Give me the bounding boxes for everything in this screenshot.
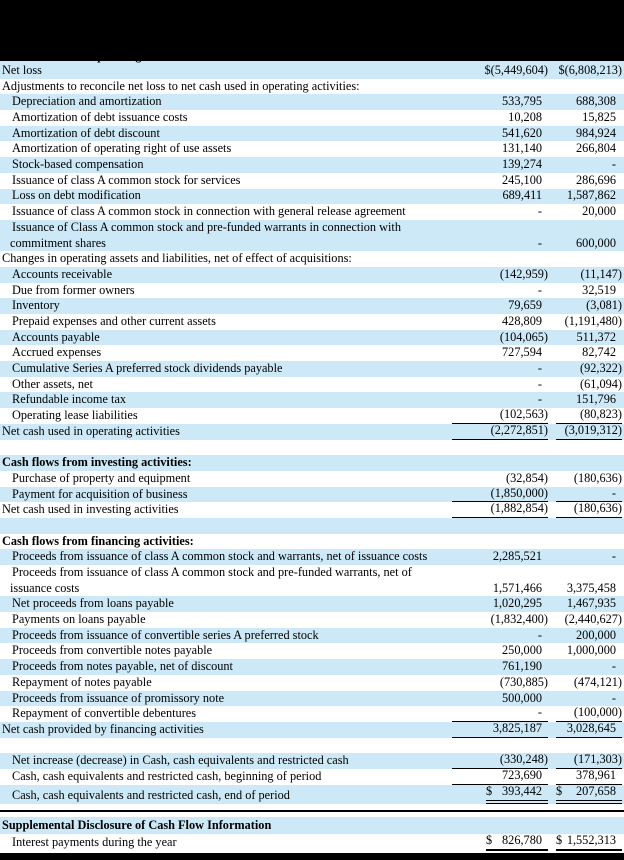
table-row [0,283,624,299]
table-row [0,110,624,126]
value-col1: (32,854) [505,470,548,485]
table-row [0,753,624,769]
row-label: Accrued expenses [12,345,102,360]
column-gap [548,817,556,834]
column-gap [548,753,556,769]
value-col1: - [537,235,542,250]
row-label [0,518,452,534]
value-col2: 266,804 [576,141,616,156]
value-col1: 761,190 [502,659,542,674]
value-col2: (61,094) [579,376,622,391]
table-row [0,424,624,440]
value-col2: 32,519 [582,282,616,297]
row-label: Accounts payable [12,329,100,344]
row-label: Interest payments during the year [12,835,177,850]
value-col1: - [537,392,542,407]
row-label: Cash, cash equivalents and restricted cash, end of period [12,787,290,802]
row-label: Amortization of debt discount [12,125,160,140]
value-col2: - [611,659,616,674]
value-col2: 984,924 [576,125,616,140]
column-gap [548,94,556,110]
table-row [0,502,624,518]
table-row [0,628,624,644]
value-col1: 10,208 [508,110,542,125]
currency-symbol: $ [556,783,563,798]
table-row [0,94,624,110]
row-label: Proceeds from issuance of class A common stock and warrants, net of issuance costs [12,549,428,564]
column-gap [548,534,556,550]
currency-symbol: $ [486,783,493,798]
spacer-row [0,804,624,810]
row-label: Due from former owners [12,282,135,297]
column-gap [548,424,556,440]
column-gap [548,722,556,738]
table-row [0,377,624,393]
value-col2: (474,121) [573,674,622,689]
value-col2: 1,467,935 [566,596,616,611]
row-label: Depreciation and amortization [12,94,162,109]
value-col1 [452,79,548,95]
column-gap [548,361,556,377]
value-col2: 286,696 [576,172,616,187]
value-col1: - [537,361,542,376]
column-gap [548,345,556,361]
row-label: Payment for acquisition of business [12,486,188,501]
table-row [0,706,624,722]
value-col2: 3,375,458 [566,580,616,595]
value-col2: - [611,157,616,172]
row-label: Prepaid expenses and other current assets [12,314,216,328]
value-col2: 1,000,000 [566,643,616,658]
row-label: Net loss [2,62,42,77]
row-label: Refundable income tax [12,392,127,407]
clipped-row [0,61,624,63]
value-col1: (1,832,400) [490,612,548,627]
value-col1: 2,285,521 [492,549,542,564]
column-gap [548,298,556,314]
value-col2 [556,804,622,810]
row-label: Proceeds from notes payable, net of discount [12,659,233,674]
value-col2: (92,322) [579,361,622,376]
column-gap [548,126,556,142]
value-col2: 151,796 [576,392,616,407]
row-label [0,440,452,456]
value-col2 [556,534,622,550]
table-row [0,722,624,738]
row-label: Proceeds from convertible notes payable [12,643,213,658]
value-col2: - [556,487,622,503]
row-label: Proceeds from issuance of convertible series A preferred stock [12,627,319,642]
column-gap [548,769,556,785]
table-row [0,487,624,503]
value-col2: 600,000 [576,235,616,250]
column-gap [548,189,556,205]
value-col2 [556,738,622,754]
row-label: Inventory [12,298,60,313]
table-row [0,549,624,565]
column-gap [548,628,556,644]
row-label: Repayment of convertible debentures [12,706,197,721]
amount: 207,658 [576,783,616,798]
table-row [0,220,624,251]
redacted-header [0,0,624,61]
value-col2: (11,147) [580,266,622,281]
table-row [0,643,624,659]
row-label: Accounts receivable [12,266,113,281]
row-label: Loss on debt modification [12,188,141,203]
currency-symbol: $ [556,833,563,848]
currency-symbol: $ [486,833,493,848]
value-col1: 723,690 [452,769,548,785]
value-col1: (2,272,851) [452,424,548,440]
table-row [0,408,624,424]
column-gap [548,659,556,675]
row-label: Cash flows from financing activities: [2,533,194,548]
amount: 393,442 [502,783,542,798]
value-col2: (3,081) [586,298,622,313]
value-col2: 15,825 [582,110,616,125]
row-label: Amortization of debt issuance costs [12,110,188,125]
value-col1: (1,850,000) [452,487,548,503]
value-col2: 511,372 [576,329,616,344]
value-col2: 378,961 [556,769,622,785]
column-gap [548,314,556,330]
column-gap [548,738,556,754]
table-row [0,691,624,707]
value-col1 [452,251,548,267]
column-gap [548,63,556,79]
value-col1: $(5,449,604) [484,62,548,77]
value-col2 [556,455,622,471]
column-gap [548,804,556,810]
column-gap [548,157,556,173]
value-col1: 500,000 [502,690,542,705]
value-col2: (100,000) [556,706,622,722]
value-col2 [556,817,622,834]
row-label: Other assets, net [12,376,93,391]
table-row [0,471,624,487]
row-label: Net cash used in investing activities [2,502,179,517]
table-row [0,675,624,691]
table-row [0,79,624,95]
value-col2: 1,587,862 [566,188,616,203]
column-gap [548,110,556,126]
value-col1 [452,455,548,471]
value-col2: (180,636) [556,502,622,518]
value-col1 [452,804,548,810]
value-col2 [556,251,622,267]
table-row [0,345,624,361]
row-label [0,738,452,754]
column-gap [548,643,556,659]
value-col1 [486,785,548,804]
row-label: Net cash provided by financing activities [2,721,204,736]
value-col2: 200,000 [576,627,616,642]
value-col1: 689,411 [502,188,542,203]
row-label [0,804,452,810]
column-gap [548,691,556,707]
column-gap [548,377,556,393]
amount: 1,552,313 [566,833,616,848]
value-col1: 250,000 [502,643,542,658]
value-col2 [556,440,622,456]
table-row [0,298,624,314]
value-col1: - [452,706,548,722]
column-gap [548,596,556,612]
table-row [0,204,624,220]
value-col2 [556,79,622,95]
value-col1: (102,563) [452,408,548,424]
value-col1: (330,248) [452,753,548,769]
value-col2: (2,440,627) [564,612,622,627]
table-row [0,596,624,612]
row-label: Net increase (decrease) in Cash, cash equivalents and restricted cash [12,753,349,768]
row-label: Cash flows from investing activities: [2,455,192,470]
row-label: Changes in operating assets and liabilities, net of effect of acquisitions: [2,251,352,266]
value-col1: - [537,204,542,219]
column-gap [548,612,556,628]
row-label: Cumulative Series A preferred stock dividends payable [12,361,283,376]
column-gap [548,471,556,487]
value-col2: (80,823) [556,408,622,424]
column-gap [548,455,556,471]
row-label: Proceeds from issuance of promissory note [12,690,225,705]
value-col1 [486,834,548,852]
column-gap [548,565,556,596]
table-row [0,659,624,675]
cash-flow-statement [0,63,624,851]
value-col1 [452,738,548,754]
column-gap [548,834,556,852]
value-col1: 245,100 [502,172,542,187]
row-label: Stock-based compensation [12,157,144,172]
value-col2: 20,000 [582,204,616,219]
value-col2: - [611,690,616,705]
row-label: Payments on loans payable [12,612,146,627]
row-label: Amortization of operating right of use assets [12,141,232,156]
value-col1: - [537,627,542,642]
value-col1 [452,518,548,534]
table-row [0,189,624,205]
column-gap [548,173,556,189]
table-row [0,314,624,330]
column-gap [548,141,556,157]
row-label: Net cash used in operating activities [2,423,180,438]
column-gap [548,706,556,722]
table-row [0,141,624,157]
value-col2 [556,834,622,852]
table-row [0,392,624,408]
row-label: Supplemental Disclosure of Cash Flow Information [2,817,272,832]
column-gap [548,79,556,95]
table-row [0,361,624,377]
row-label: Purchase of property and equipment [12,470,191,485]
row-label: Issuance of Class A common stock and pre-funded warrants in connection with commitment shares [10,219,401,250]
column-gap [548,440,556,456]
value-col2: $(6,808,213) [558,62,622,77]
value-col1: - [537,282,542,297]
value-col2: (3,019,312) [556,424,622,440]
table-row [0,157,624,173]
row-label: Cash, cash equivalents and restricted cash, beginning of period [12,768,322,783]
spacer-row [0,440,624,456]
value-col1: 727,594 [502,345,542,360]
bottom-black-bar [0,853,624,860]
value-col1 [452,440,548,456]
column-gap [548,785,556,804]
column-gap [548,220,556,251]
column-gap [548,549,556,565]
column-gap [548,502,556,518]
value-col2 [556,785,622,804]
value-col1: 1,571,466 [492,580,542,595]
value-col1 [452,817,548,834]
table-row [0,612,624,628]
column-gap [548,204,556,220]
value-col1: (1,882,854) [452,502,548,518]
table-row [0,785,624,804]
column-gap [548,267,556,283]
spacer-row [0,738,624,754]
column-gap [548,487,556,503]
table-row [0,330,624,346]
column-gap [548,283,556,299]
value-col1: 1,020,295 [492,596,542,611]
table-row [0,63,624,79]
row-label: Adjustments to reconcile net loss to net cash used in operating activities: [2,78,360,93]
value-col1: 533,795 [502,94,542,109]
value-col2: (1,191,480) [564,314,622,328]
value-col2: (171,303) [556,753,622,769]
table-row [0,455,624,471]
table-row [0,534,624,550]
value-col1: - [537,376,542,391]
row-label: Operating lease liabilities [12,408,138,423]
row-label: Issuance of class A common stock for services [12,172,241,187]
row-label: Proceeds from issuance of class A common stock and pre-funded warrants, net of issuance costs [10,565,412,595]
value-col1: 79,659 [508,298,542,313]
table-row [0,834,624,852]
value-col2 [556,518,622,534]
value-col1: 139,274 [502,157,542,172]
table-row [0,565,624,596]
clipped-row-label [2,61,195,63]
amount: 826,780 [502,833,542,848]
value-col1: 428,809 [502,314,542,328]
value-col2: 82,742 [582,345,616,360]
value-col1: 3,825,187 [452,722,548,738]
value-col1: (142,959) [499,266,548,281]
table-row [0,769,624,785]
value-col2: (180,636) [573,470,622,485]
row-label: Net proceeds from loans payable [12,596,174,611]
spacer-row [0,518,624,534]
table-row [0,173,624,189]
value-col2: 688,308 [576,94,616,109]
column-gap [548,330,556,346]
value-col1: 541,620 [502,125,542,140]
column-gap [548,251,556,267]
table-row [0,267,624,283]
value-col1: (730,885) [499,674,548,689]
value-col1: (104,065) [499,329,548,344]
value-col2: 3,028,645 [556,722,622,738]
column-gap [548,675,556,691]
row-label: Issuance of class A common stock in connection with general release agreement [12,204,406,219]
column-gap [548,392,556,408]
table-row [0,817,624,834]
table-row [0,126,624,142]
column-gap [548,408,556,424]
row-label: Repayment of notes payable [12,674,152,689]
value-col1 [452,534,548,550]
value-col2: - [611,549,616,564]
value-col1: 131,140 [502,141,542,156]
table-row [0,251,624,267]
column-gap [548,518,556,534]
